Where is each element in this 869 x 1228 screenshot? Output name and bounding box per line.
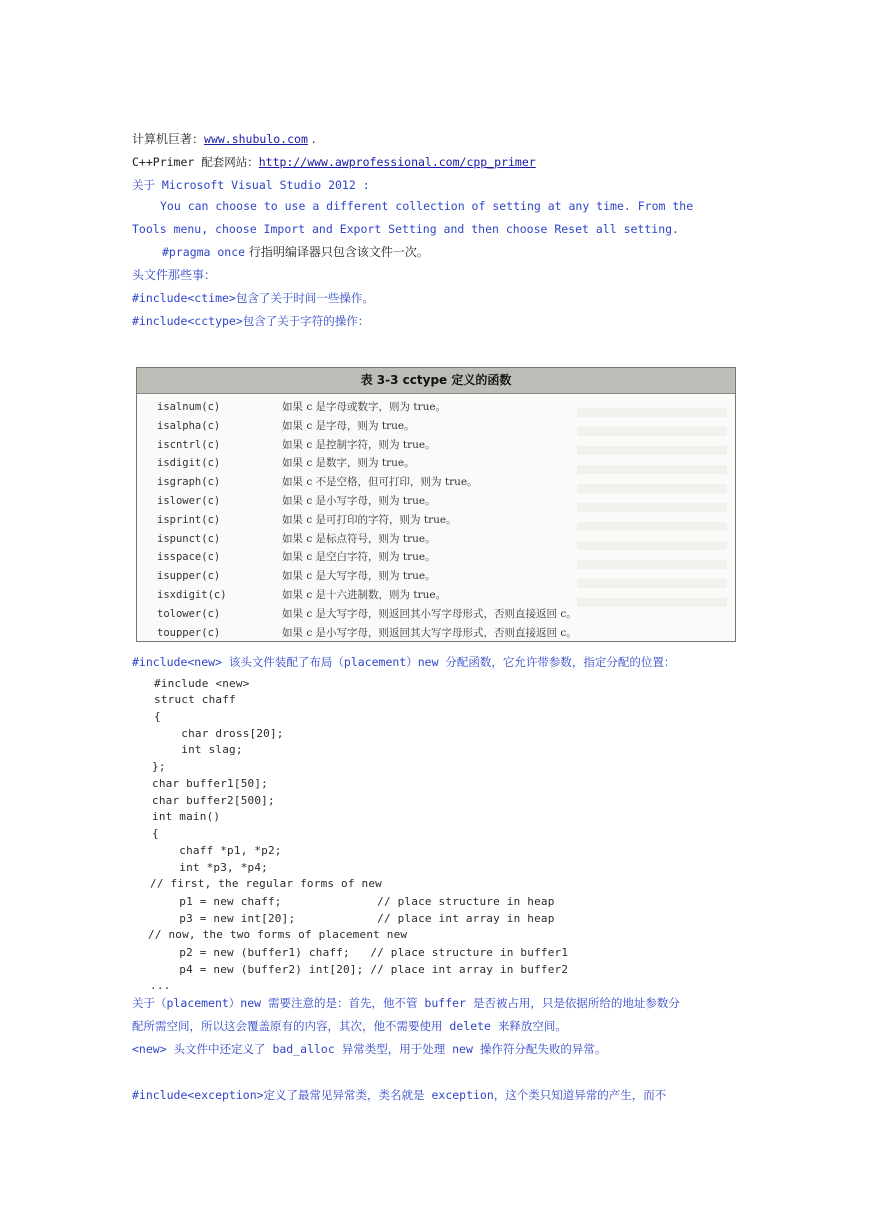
code-line: char buffer2[500]; [152,794,275,807]
code-line: struct chaff [154,693,236,706]
code-line: chaff *p1, *p2; [152,844,282,857]
table-row [137,530,735,549]
table-row [137,605,735,624]
vs-settings-text-1: You can choose to use a different collection of setting at any time. From the [160,199,694,213]
ctime-line: #include<ctime>包含了关于时间一些操作。 [132,291,374,305]
code-line: p2 = new (buffer1) chaff; // place structure in buffer1 [152,946,569,959]
function-name: iscntrl(c) [157,438,221,451]
header-files-heading: 头文件那些事： [132,268,217,282]
function-name: islower(c) [157,494,221,507]
code-line: // now, the two forms of placement new [148,928,408,941]
table-row [137,624,735,642]
new-header-line: #include<new> 该头文件装配了布局（placement）new 分配函数，它允许带参数，指定分配的位置： [132,655,676,669]
shubulo-link[interactable]: www.shubulo.com [204,132,308,146]
function-description: 如果 c 不是空格，但可打印，则为 true。 [282,476,478,489]
code-line: int *p3, *p4; [152,861,268,874]
function-description: 如果 c 是小写字母，则返回其大写字母形式，否则直接返回 c。 [282,626,577,639]
function-name: isdigit(c) [157,457,221,470]
code-line: p4 = new (buffer2) int[20]; // place int array in buffer2 [152,963,569,976]
function-description: 如果 c 是字母，则为 true。 [282,419,415,432]
code-line: #include <new> [154,677,250,690]
table-row [137,417,735,436]
table-row [137,454,735,473]
cpp-primer-site-line [132,154,536,170]
function-description: 如果 c 是空白字符，则为 true。 [282,551,436,564]
function-description: 如果 c 是可打印的字符，则为 true。 [282,513,457,526]
pragma-once-line [162,244,429,260]
placement-new-code-image [148,675,578,993]
book-site-label: 计算机巨著： [132,132,205,146]
table-row [137,473,735,492]
table-row [137,436,735,455]
code-line: p1 = new chaff; // place structure in heap [152,895,555,908]
pragma-once-code: #pragma once [162,245,246,259]
cctype-table-image [136,367,736,642]
awprofessional-link[interactable]: http://www.awprofessional.com/cpp_primer [258,155,536,169]
function-description: 如果 c 是控制字符，则为 true。 [282,438,436,451]
period-text: . [307,132,316,146]
cctype-line: #include<cctype>包含了关于字符的操作： [132,314,370,328]
placement-note-1: 关于（placement）new 需要注意的是：首先，他不管 buffer 是否被占用，只是依据所给的地址参数分 [132,996,680,1010]
table-title: 表 3-3 cctype 定义的函数 [137,368,735,394]
function-name: isprint(c) [157,513,221,526]
code-line: { [152,827,159,840]
function-description: 如果 c 是小写字母，则为 true。 [282,494,436,507]
code-line: { [154,710,161,723]
placement-note-2: 配所需空间，所以这会覆盖原有的内容，其次，他不需要使用 delete 来释放空间。 [132,1019,567,1033]
code-line: char dross[20]; [154,727,284,740]
function-name: tolower(c) [157,607,221,620]
table-row [137,548,735,567]
function-name: isspace(c) [157,551,221,564]
table-row [137,567,735,586]
exception-line: #include<exception>定义了最常见异常类，类名就是 exception，这个类只知道异常的产生，而不 [132,1088,667,1102]
code-line: }; [152,760,166,773]
code-line: int slag; [154,743,243,756]
function-name: isupper(c) [157,570,221,583]
table-row [137,511,735,530]
book-site-line [132,131,316,147]
vs2012-heading: 关于 Microsoft Visual Studio 2012 : [132,178,370,192]
function-description: 如果 c 是十六进制数，则为 true。 [282,588,447,601]
table-row [137,492,735,511]
table-row [137,586,735,605]
function-name: isalnum(c) [157,401,221,413]
cpp-primer-label: C++Primer 配套网站： [132,155,259,169]
function-name: isxdigit(c) [157,588,227,601]
function-name: isalpha(c) [157,419,221,432]
function-description: 如果 c 是大写字母，则为 true。 [282,570,436,583]
function-name: isgraph(c) [157,476,221,489]
function-description: 如果 c 是标点符号，则为 true。 [282,532,436,545]
function-name: toupper(c) [157,626,221,639]
table-body [137,394,735,642]
code-line: int main() [152,810,221,823]
vs-settings-text-2: Tools menu, choose Import and Export Setting and then choose Reset all setting. [132,222,679,236]
function-description: 如果 c 是数字，则为 true。 [282,457,415,470]
function-description: 如果 c 是大写字母，则返回其小写字母形式，否则直接返回 c。 [282,607,577,620]
code-line: // first, the regular forms of new [150,877,382,890]
code-line: ... [150,979,171,992]
code-line: char buffer1[50]; [152,777,268,790]
bad-alloc-line: <new> 头文件中还定义了 bad_alloc 异常类型，用于处理 new 操作符分配失败的异常。 [132,1042,607,1056]
function-description: 如果 c 是字母或数字，则为 true。 [282,401,447,413]
pragma-once-desc: 行指明编译器只包含该文件一次。 [245,245,429,259]
table-row [137,398,735,417]
code-line: p3 = new int[20]; // place int array in heap [152,912,555,925]
function-name: ispunct(c) [157,532,221,545]
